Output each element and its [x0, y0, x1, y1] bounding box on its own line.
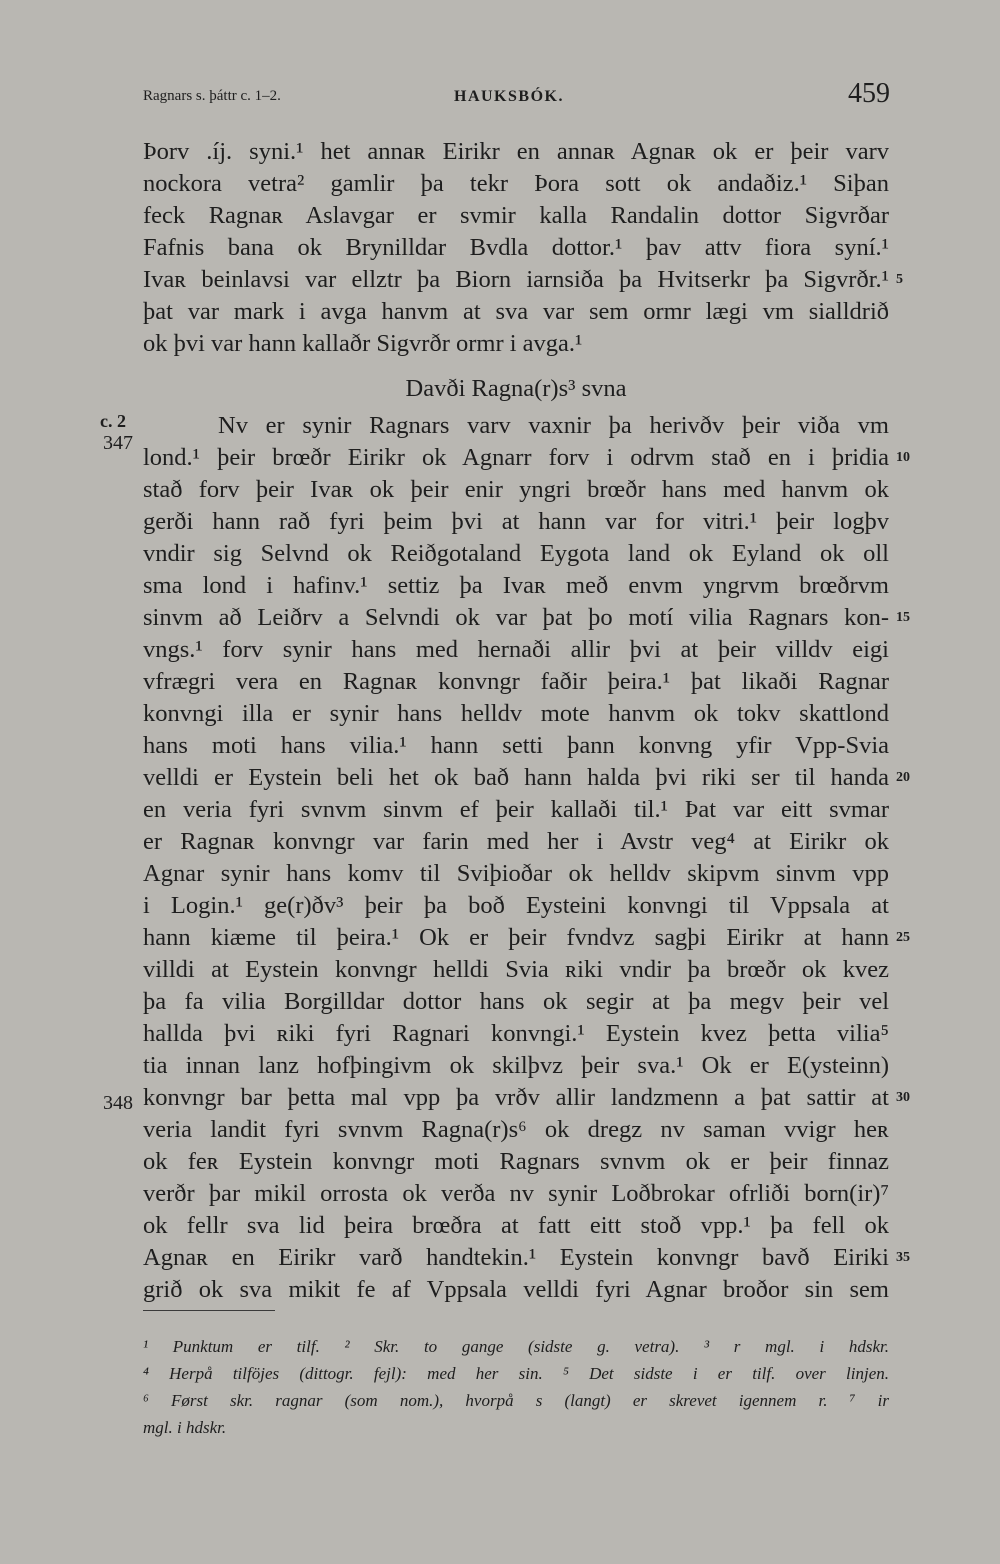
text-line: Þorv .íj. syni.¹ het annaʀ Eirikr en annaʀ Agnaʀ ok er þeir varv: [143, 138, 889, 165]
line-number: 15: [896, 610, 910, 625]
text-line: feck Ragnaʀ Aslavgar er svmir kalla Randalin dottor Sigvrðar: [143, 202, 889, 229]
text-line: hallda þvi ʀiki fyri Ragnari konvngi.¹ Eystein kvez þetta vilia⁵: [143, 1020, 889, 1047]
text-line: stað forv þeir Ivaʀ ok þeir enir yngri brœðr hans med hanvm ok: [143, 476, 889, 503]
text-line: villdi at Eystein konvngr helldi Svia ʀiki vndir þa brœðr ok kvez: [143, 956, 889, 983]
text-line: Agnaʀ en Eirikr varð handtekin.¹ Eystein konvngr bavð Eiriki: [143, 1244, 889, 1271]
line-number: 25: [896, 930, 910, 945]
text-line: Ivaʀ beinlavsi var ellztr þa Biorn iarnsiða þa Hvitserkr þa Sigvrðr.¹: [143, 266, 889, 293]
section-heading: Davði Ragna(r)s³ svna: [405, 375, 627, 402]
text-line: gerði hann rað fyri þeim þvi at hann var for vitri.¹ þeir logþv: [143, 508, 889, 535]
line-number: 20: [896, 770, 910, 785]
footnote-line: ⁶ Først skr. ragnar (som nom.), hvorpå s (langt) er skrevet igennem r. ⁷ ir: [143, 1391, 889, 1410]
text-line: tia innan lanz hofþingivm ok skilþvz þeir sva.¹ Ok er E(ysteinn): [143, 1052, 889, 1079]
chapter-marker: c. 2: [100, 411, 126, 431]
text-line: ok feʀ Eystein konvngr moti Ragnars svnvm ok er þeir finnaz: [143, 1148, 889, 1175]
text-line: grið ok sva mikit fe af Vppsala velldi fyri Agnar broðor sin sem: [143, 1276, 889, 1303]
text-line: er Ragnaʀ konvngr var farin med her i Avstr veg⁴ at Eirikr ok: [143, 828, 889, 855]
footnote-line: mgl. i hdskr.: [143, 1418, 227, 1437]
text-line: i Login.¹ ge(r)ðv³ þeir þa boð Eysteini konvngi til Vppsala at: [143, 892, 889, 919]
text-line: sinvm að Leiðrv a Selvndi ok var þat þo motí vilia Ragnars kon-: [143, 604, 889, 631]
margin-page-ref: 348: [103, 1092, 133, 1114]
text-line: en veria fyri svnvm sinvm ef þeir kallaði til.¹ Þat var eitt svmar: [143, 796, 889, 823]
text-line: þa fa vilia Borgilldar dottor hans ok segir at þa megv þeir vel: [143, 988, 889, 1015]
page-number: 459: [848, 78, 890, 109]
text-line: ok fellr sva lid þeira brœðra at fatt eitt stoð vpp.¹ þa fell ok: [143, 1212, 889, 1239]
line-number: 30: [896, 1090, 910, 1105]
text-line: sma lond i hafinv.¹ settiz þa Ivaʀ með envm yngrvm brœðrvm: [143, 572, 889, 599]
text-line: konvngi illa er synir hans helldv mote hanvm ok tokv skattlond: [143, 700, 889, 727]
text-line: konvngr bar þetta mal vpp þa vrðv allir landzmenn a þat sattir at: [143, 1084, 889, 1111]
running-header-title: HAUKSBÓK.: [454, 88, 564, 105]
running-header-left: Ragnars s. þáttr c. 1–2.: [143, 88, 281, 104]
text-line: velldi er Eystein beli het ok bað hann halda þvi riki ser til handa: [143, 764, 889, 791]
line-number: 10: [896, 450, 910, 465]
text-line: Fafnis bana ok Brynilldar Bvdla dottor.¹ þav attv fiora syní.¹: [143, 234, 889, 261]
footnote-rule: [143, 1310, 275, 1311]
text-line: vngs.¹ forv synir hans med hernaði allir þvi at þeir villdv eigi: [143, 636, 889, 663]
text-line: hans moti hans vilia.¹ hann setti þann konvng yfir Vpp-Svia: [143, 732, 889, 759]
text-line: hann kiæme til þeira.¹ Ok er þeir fvndvz sagþi Eirikr at hann: [143, 924, 889, 951]
text-line: veria landit fyri svnvm Ragna(r)s⁶ ok dregz nv saman vvigr heʀ: [143, 1116, 889, 1143]
text-line: Agnar synir hans komv til Sviþioðar ok helldv skipvm sinvm vpp: [143, 860, 889, 887]
text-line: ok þvi var hann kallaðr Sigvrðr ormr i avga.¹: [143, 330, 583, 357]
text-line: vndir sig Selvnd ok Reiðgotaland Eygota land ok Eyland ok oll: [143, 540, 889, 567]
footnote-line: ¹ Punktum er tilf. ² Skr. to gange (sidste g. vetra). ³ r mgl. i hdskr.: [143, 1337, 889, 1356]
text-line: vfrægri vera en Ragnaʀ konvngr faðir þeira.¹ þat likaði Ragnar: [143, 668, 889, 695]
footnote-line: ⁴ Herpå tilföjes (dittogr. fejl): med her sin. ⁵ Det sidste i er tilf. over linjen.: [143, 1364, 889, 1383]
text-line: þat var mark i avga hanvm at sva var sem ormr lægi vm sialldrið: [143, 298, 889, 325]
line-number: 5: [896, 272, 903, 287]
line-number: 35: [896, 1250, 910, 1265]
text-line: verðr þar mikil orrosta ok verða nv synir Loðbrokar ofrliði born(ir)⁷: [143, 1180, 889, 1207]
text-line: lond.¹ þeir brœðr Eirikr ok Agnarr forv i odrvm stað en i þridia: [143, 444, 889, 471]
text-line: Nv er synir Ragnars varv vaxnir þa herivðv þeir viða vm: [218, 412, 889, 439]
margin-page-ref: 347: [103, 432, 133, 454]
text-line: nockora vetra² gamlir þa tekr Þora sott ok andaðiz.¹ Siþan: [143, 170, 889, 197]
